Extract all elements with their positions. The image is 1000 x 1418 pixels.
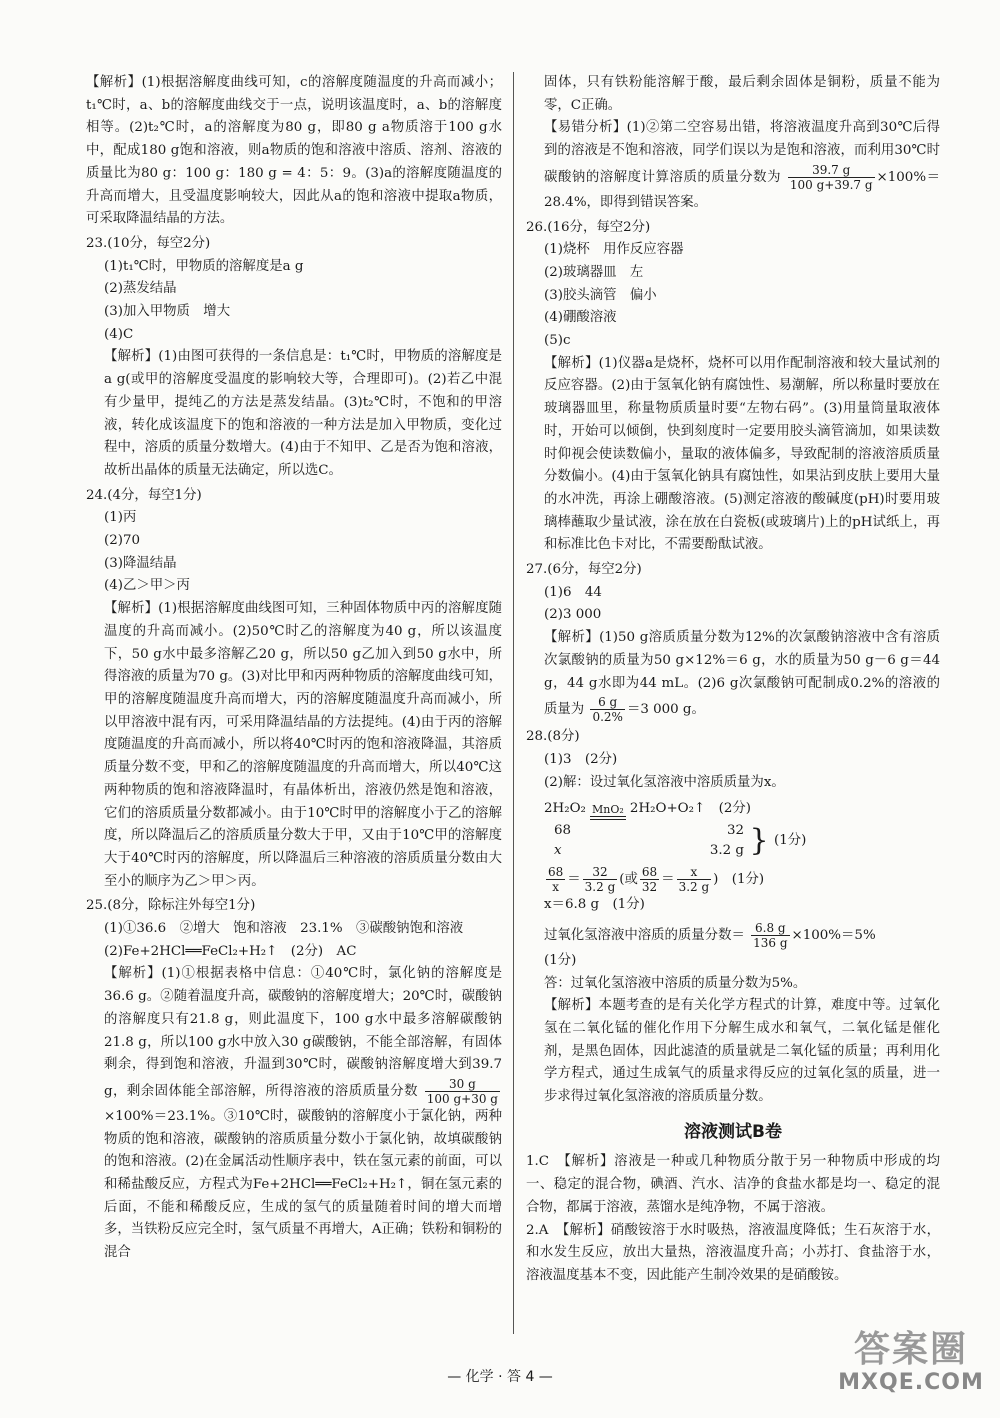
answer-24-1: (1)丙 [104,510,137,526]
equals-arrow-icon [590,816,626,820]
equation-products: 2H₂O+O₂↑ (2分) [629,801,751,817]
catalyst-label: MnO₂ [592,803,624,817]
mass-fraction [751,921,789,950]
analysis-27-text: 【解析】(1)50 g溶质质量分数为12%的次氯酸钠溶液中含有溶质次氯酸钠的质量为50 g×12%＝6 g，水的质量为50 g－6 g＝44 g，44 g水即为44 mL。(2)6 g次氯酸钠可配制成0.2%的溶液的质量为 [544,630,940,718]
mass-fraction-num: 6.8 g [751,921,789,936]
fraction-27-num: 6 g [590,695,625,710]
fraction-25-den: 100 g+30 g [426,1091,498,1106]
b-answer-2: 2.A 【解析】硝酸铵溶于水时吸热，溶液温度降低；生石灰溶于水，和水发生反应，放出大量热，溶液温度升高；小苏打、食盐溶于水，溶液温度基本不变，因此能产生制冷效果的是硝酸铵。 [526,1222,940,1283]
ratio-b [583,865,618,894]
answer-24-4: (4)乙＞甲＞丙 [104,578,190,594]
equation-reactant: 2H₂O₂ [544,801,586,817]
fraction-25-num: 30 g [425,1077,500,1092]
answer-28-conclusion: 答：过氧化氢溶液中溶质的质量分数为5%。 [544,975,807,991]
answer-24-2: (2)70 [104,533,141,549]
analysis-28: 【解析】本题考查的是有关化学方程式的计算，难度中等。过氧化氢在二氧化锰的催化作用下分解生成水和氧气，二氧化锰是催化剂，是黑色固体，因此滤渣的质量就是二氧化锰的质量；再利用化学方程式，通过生成氧气的质量求得反应的过氧化氢的质量，进一步求得过氧化氢溶液的溶质质量分数。 [544,998,940,1105]
ratio-alt-close: ) (1分) [713,872,765,888]
column-divider [513,72,514,1334]
mass-fraction-line [526,921,940,950]
answer-23-4: (4)C [104,326,134,342]
answer-27-1: (1)6 44 [544,584,602,600]
unknown-x: x [554,843,562,859]
watermark-logo-big: 答案圈 [853,1329,968,1370]
ratio-alt-open: (或 [619,872,638,888]
oxygen-mass: 3.2 g [709,843,744,859]
page-footer: — 化学 · 答 4 — [447,1369,553,1385]
equation-point: (1分) [774,833,807,849]
ratio-a [546,865,565,894]
answer-28-2: (2)解：设过氧化氢溶液中溶质质量为x。 [544,774,785,790]
analysis-25-text: 【解析】(1)①根据表格中信息：①40℃时，氯化钠的溶解度是36.6 g。②随着温度升高，碳酸钠的溶解度增大；20℃时，碳酸钠的溶解度只有21.8 g，则此温度下，100 g水中最多溶解碳酸钠21.8 g，所以100 g水中放入30 g碳酸钠，不能全部溶解，有固体剩余，得到饱和溶液，升温到30℃时，碳酸钠溶解度增大到39.7 g，剩余固体能全部溶解，所得溶液的溶质质量分数 [104,966,502,1099]
analysis-25-continued: 固体，只有铁粉能溶解于酸，最后剩余固体是铜粉，质量不能为零，C正确。 [544,75,940,113]
ratio-b-num: 32 [583,865,618,880]
error-analysis-25 [526,117,940,214]
x-value: x＝6.8 g (1分) [544,897,645,913]
fraction-error-den: 100 g+39.7 g [789,177,873,192]
mass-ratio-grid [544,821,940,861]
question-24-header: 24.(4分，每空1分) [86,487,202,503]
ratio-c [640,865,659,894]
question-27-header: 27.(6分，每空2分) [526,562,642,578]
ratio-d-den: 3.2 g [678,880,710,895]
equation-line [544,798,940,821]
answer-26-3: (3)胶头滴管 偏小 [544,287,657,303]
catalyst-arrow [590,804,626,821]
fraction-27 [590,695,625,724]
ratio-c-num: 68 [641,865,658,880]
watermark-logo-small: MXQE.COM [838,1370,984,1395]
question-25-header: 25.(8分，除标注外每空1分) [86,898,256,914]
fraction-27-den: 0.2% [592,710,623,725]
analysis-25-tail: ×100%＝23.1%。③10℃时，碳酸钠的溶解度小于氯化钠，两种物质的饱和溶液，碳酸钠的溶质质量分数小于氯化钠，故填碳酸钠的饱和溶液。(2)在金属活动性顺序表中，铁在氢元素的前面，可以和稀盐酸反应，方程式为Fe+2HCl══FeCl₂+H₂↑，铜在氢元素的后面，不能和稀酸反应，生成的氢气的质量随着时间的增大而增多，当铁粉反应完全时，氢气质量不再增大，A正确；铁粉和铜粉的混合 [104,1108,502,1261]
answer-23-1: (1)t₁℃时，甲物质的溶解度是a g [104,258,304,274]
analysis-22: 【解析】(1)根据溶解度曲线可知，c的溶解度随温度的升高而减小；t₁℃时，a、b的溶解度曲线交于一点，说明该温度时，a、b的溶解度相等。(2)t₂℃时，a的溶解度为80 g，即80 g a物质溶于100 g水中，配成180 g饱和溶液，则a物质的饱和溶液中溶质、溶剂、溶液的质量比为80 g：100 g：180 g = 4：5：9。(3)a的溶解度随温度的升高而增大，且受温度影响较大，因此从a的饱和溶液中提取a物质，可采取降温结晶的方法。 [86,75,502,227]
molar-mass-o2: 32 [726,823,744,839]
answer-28-1: (1)3 (2分) [544,751,618,767]
mass-fraction-label: 过氧化氢溶液中溶质的质量分数＝ [544,927,745,943]
answer-26-5: (5)c [544,333,571,349]
analysis-25 [86,963,502,1264]
error-analysis-tail: ×100%＝28.4%，即得到错误答案。 [544,169,940,210]
molar-mass-h2o2: 68 [554,823,572,839]
question-26-header: 26.(16分，每空2分) [526,219,651,235]
ratio-d-num: x [677,865,712,880]
fraction-error-num: 39.7 g [788,163,875,178]
answer-25-1: (1)①36.6 ②增大 饱和溶液 23.1% ③碳酸钠饱和溶液 [104,921,464,937]
answer-26-2: (2)玻璃器皿 左 [544,264,644,280]
analysis-24: 【解析】(1)根据溶解度曲线图可知，三种固体物质中丙的溶解度随温度的升高而减小。(2)50℃时乙的溶解度为40 g，所以该温度下，50 g水中最多溶解乙20 g，所以50 g乙加入到50 g水中，所得溶液的质量为70 g。(3)对比甲和丙两种物质的溶解度曲线可知，甲的溶解度随温度升高而增大，丙的溶解度随温度升高而减小，所以甲溶液中混有丙，可采用降温结晶的方法提纯。(4)由于丙的溶解度随温度的升高而减小，所以将40℃时丙的饱和溶液降温，其溶质质量分数不变，甲和乙的溶解度随温度的升高而增大，所以40℃这两种物质的饱和溶液降温时，有晶体析出，溶液仍然是饱和溶液，它们的溶质质量分数都减小。由于10℃时甲的溶解度小于乙的溶解度，所以降温后乙的溶质质量分数大于甲，又由于10℃甲的溶解度大于40℃时丙的溶解度，所以降温后三种溶液的溶质质量分数由大至小的顺序为乙＞甲＞丙。 [104,601,502,889]
mass-fraction-point: (1分) [544,952,577,968]
answer-25-2: (2)Fe+2HCl══FeCl₂+H₂↑ (2分) AC [104,943,357,959]
fraction-error [788,163,875,192]
answer-26-4: (4)硼酸溶液 [544,310,617,326]
ratio-b-den: 3.2 g [584,880,616,895]
mass-fraction-den: 136 g [753,935,788,950]
answer-24-3: (3)降温结晶 [104,555,177,571]
fraction-25 [425,1077,500,1106]
ratio-d [677,865,712,894]
right-brace-icon: } [749,823,769,859]
left-column [86,72,502,1265]
analysis-27 [526,627,940,724]
question-28-header: 28.(8分) [526,729,580,745]
analysis-27-tail: ＝3 000 g。 [626,702,705,718]
question-23-header: 23.(10分，每空2分) [86,235,211,251]
answer-26-1: (1)烧杯 用作反应容器 [544,242,684,258]
ratio-c-den: 32 [641,880,658,895]
proportion-line: $\frac{68}{x}$ ＝ $\frac{32}{3.2 g}$ (或 $\frac{68}{32}$ ＝ $\frac{x}{3.2 g}$ ) (1分) [548,865,765,895]
right-column [526,72,940,1288]
watermark-logo [836,1328,986,1408]
answer-27-2: (2)3 000 [544,607,602,623]
ratio-a-num: 68 [548,865,564,880]
section-title: 溶液测试B卷 [684,1121,782,1142]
answer-23-2: (2)蒸发结晶 [104,281,177,297]
error-analysis-text: 【易错分析】(1)②第二空容易出错，将溶液温度升高到30℃后得到的溶液是不饱和溶液，同学们误以为是饱和溶液，而利用30℃时碳酸钠的溶解度计算溶质的质量分数为 [544,120,940,185]
mass-fraction-result: ×100%＝5% [791,927,876,943]
chemical-equation [526,798,940,916]
ratio-a-den: x [552,880,560,895]
answer-23-3: (3)加入甲物质 增大 [104,304,231,320]
b-answer-1: 1.C 【解析】溶液是一种或几种物质分散于另一种物质中形成的均一、稳定的混合物，碘酒、汽水、洁净的食盐水都是均一、稳定的混合物，都属于溶液，蒸馏水是纯净物，不属于溶液。 [526,1154,940,1215]
analysis-23: 【解析】(1)由图可获得的一条信息是：t₁℃时，甲物质的溶解度是a g(或甲的溶解度受温度的影响较大等，合理即可)。(2)若乙中混有少量甲，提纯乙的方法是蒸发结晶。(3)t₂℃时，不饱和的甲溶液，转化成该温度下的饱和溶液的一种方法是加入甲物质，变化过程中，溶质的质量分数增大。(4)由于不知甲、乙是否为饱和溶液，故析出晶体的质量无法确定，所以选C。 [104,349,502,478]
analysis-26: 【解析】(1)仪器a是烧杯，烧杯可以用作配制溶液和较大量试剂的反应容器。(2)由于氢氧化钠有腐蚀性、易潮解，所以称量时要放在玻璃器皿里，称量物质质量时要“左物右码”。(3)用量筒量取液体时，开始可以倾倒，快到刻度时一定要用胶头滴管滴加，如果读数时仰视会使读数偏小，量取的液体偏多，导致配制的溶液溶质质量分数偏小。(4)由于氢氧化钠具有腐蚀性，如果沾到皮肤上要用大量的水冲洗，再涂上硼酸溶液。(5)测定溶液的酸碱度(pH)时要用玻璃棒蘸取少量试液，涂在放在白瓷板(或玻璃片)上的pH试纸上，再和标准比色卡对比，不需要酚酞试液。 [544,355,940,553]
